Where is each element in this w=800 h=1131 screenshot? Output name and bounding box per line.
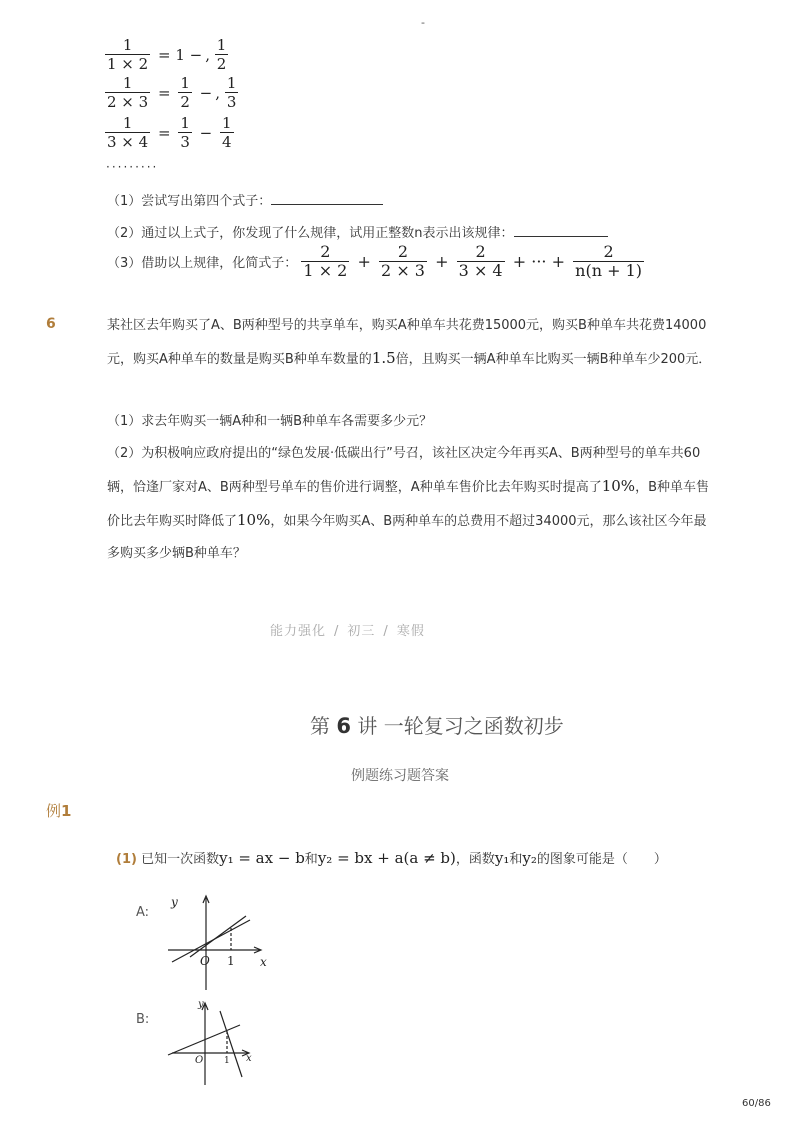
problem-6-sub1: （1）求去年购买一辆A种和一辆B种单车各需要多少元？ xyxy=(107,414,433,429)
option-a-label[interactable]: A: xyxy=(136,905,150,920)
answer-blank-2[interactable] xyxy=(514,224,608,237)
answer-blank-1[interactable] xyxy=(271,192,383,205)
page-footer: 能力强化 / 初三 / 寒假 xyxy=(270,624,425,639)
problem-number: 6 xyxy=(46,316,56,332)
top-mark: - xyxy=(421,16,425,29)
x-label: x xyxy=(260,955,267,969)
page-number: 60/86 xyxy=(742,1098,771,1109)
example-label: 例1 xyxy=(46,802,72,820)
option-b-graph[interactable] xyxy=(160,995,270,1090)
formula-row-2: $\frac{1}{2 \times 3}$ = $\frac{1}{2}$ − , $\frac{1}{3}$ xyxy=(107,74,237,111)
question-3: （3）借助以上规律，化简式子： $\frac{2}{1 \times 2}$ + $\frac{2}{2 \times 3}$ + $\frac{2}{3 \times 4}$ + ··· + $\frac{2}{n(n + 1)}$ xyxy=(107,242,642,280)
formula-row-3: $\frac{1}{3 \times 4}$ = $\frac{1}{3}$ − $\frac{1}{4}$ xyxy=(107,114,232,151)
problem-6-sub2: （2）为积极响应政府提出的“绿色发展·低碳出行”号召，该社区决定今年再买A、B两种型号的单车共60辆，恰逢厂家对A、B两种型号单车的售价进行调整，A种单车售价比去年购买时提高了10%，B种单车售价比去年购买时降低了10%，如果今年购买A、B两种单车的总费用不超过34000元，那么该社区今年最多购买多少辆B种单车？ xyxy=(107,446,709,561)
y-label: y xyxy=(171,895,178,909)
option-b-label[interactable]: B: xyxy=(136,1012,150,1027)
question-2: （2）通过以上式子，你发现了什么规律，试用正整数n表示出该规律： xyxy=(107,222,608,241)
x-label: x xyxy=(246,1053,252,1064)
problem-6-text: 某社区去年购买了A、B两种型号的共享单车，购买A种单车共花费15000元，购买B种单车共花费14000元，购买A种单车的数量是购买B种单车数量的1.5倍，且购买一辆A种单车比购买一辆B种单车少200元． xyxy=(107,318,712,367)
origin-label: O xyxy=(200,954,210,968)
line-y2 xyxy=(220,1011,242,1077)
ellipsis-dots: ········· xyxy=(106,160,159,174)
section-subtitle: 例题练习题答案 xyxy=(351,768,449,784)
tick-label: 1 xyxy=(227,954,235,968)
line-y2 xyxy=(190,916,246,957)
y-label: y xyxy=(198,999,204,1010)
question-1: （1）尝试写出第四个式子： xyxy=(107,190,383,209)
origin-label: O xyxy=(195,1055,204,1066)
tick-label: 1 xyxy=(224,1056,230,1066)
option-a-graph[interactable] xyxy=(160,890,270,995)
part-1-question: (1) 已知一次函数y₁ = ax − b和y₂ = bx + a(a ≠ b)，函数y₁和y₂的图象可能是（ ） xyxy=(116,849,667,867)
lecture-title: 第 6 讲 一轮复习之函数初步 xyxy=(310,714,564,738)
formula-row-1: $\frac{1}{1 \times 2}$ = 1 − , $\frac{1}{2}$ xyxy=(107,36,227,73)
